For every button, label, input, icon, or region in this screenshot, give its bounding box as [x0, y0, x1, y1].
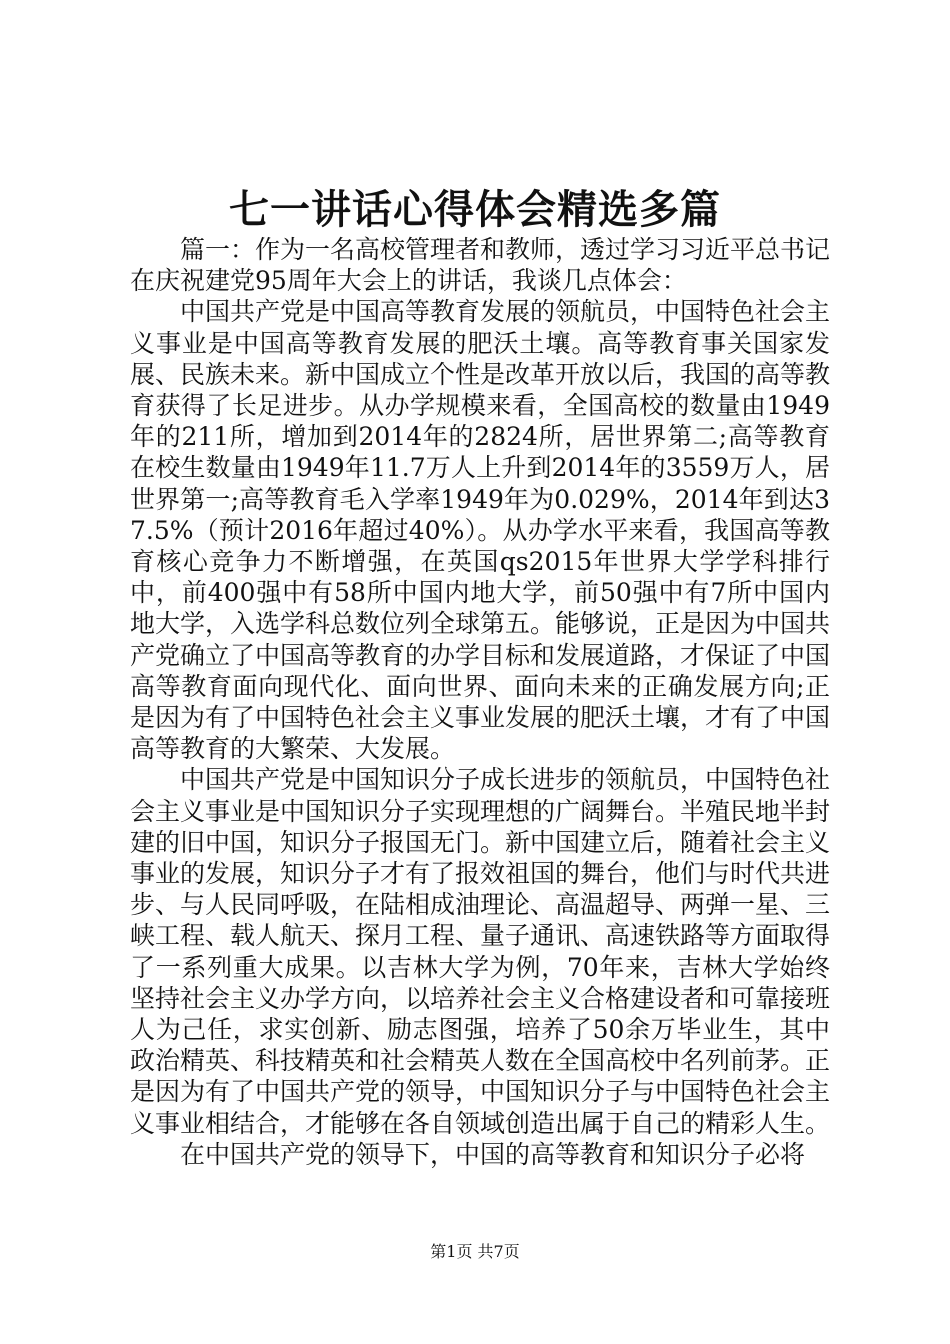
paragraph-intro: 篇一：作为一名高校管理者和教师，透过学习习近平总书记在庆祝建党95周年大会上的讲话，我谈几点体会： [130, 235, 831, 296]
document-title: 七一讲话心得体会精选多篇 [229, 186, 721, 233]
paragraph-intellectuals: 中国共产党是中国知识分子成长进步的领航员，中国特色社会主义事业是中国知识分子实现理想的广阔舞台。半殖民地半封建的旧中国，知识分子报国无门。新中国建立后，随着社会主义事业的发展，知识分子才有了报效祖国的舞台，他们与时代共进步、与人民同呼吸，在陆相成油理论、高温超导、两弹一星、三峡工程、载人航天、探月工程、量子通讯、高速铁路等方面取得了一系列重大成果。以吉林大学为例，70年来，吉林大学始终坚持社会主义办学方向，以培养社会主义合格建设者和可靠接班人为己任，求实创新、励志图强，培养了50余万毕业生，其中政治精英、科技精英和社会精英人数在全国高校中名列前茅。正是因为有了中国共产党的领导，中国知识分子与中国特色社会主义事业相结合，才能够在各自领域创造出属于自己的精彩人生。 [130, 765, 831, 1138]
paragraph-higher-education: 中国共产党是中国高等教育发展的领航员，中国特色社会主义事业是中国高等教育发展的肥沃土壤。高等教育事关国家发展、民族未来。新中国成立个性是改革开放以后，我国的高等教育获得了长足进步。从办学规模来看，全国高校的数量由1949年的211所，增加到2014年的2824所，居世界第二;高等教育在校生数量由1949年11.7万人上升到2014年的3559万人，居世界第一;高等教育毛入学率1949年为0.029%，2014年到达37.5%（预计2016年超过40%）。从办学水平来看，我国高等教育核心竞争力不断增强，在英国qs2015年世界大学学科排行中，前400强中有58所中国内地大学，前50强中有7所中国内地大学，入选学科总数位列全球第五。能够说，正是因为中国共产党确立了中国高等教育的办学目标和发展道路，才保证了中国高等教育面向现代化、面向世界、面向未来的正确发展方向;正是因为有了中国特色社会主义事业发展的肥沃土壤，才有了中国高等教育的大繁荣、大发展。 [130, 297, 831, 764]
page-footer: 第1页 共7页 [430, 1242, 520, 1261]
document-body [130, 234, 830, 1170]
paragraph-conclusion-start: 在中国共产党的领导下，中国的高等教育和知识分子必将 [180, 1139, 806, 1169]
